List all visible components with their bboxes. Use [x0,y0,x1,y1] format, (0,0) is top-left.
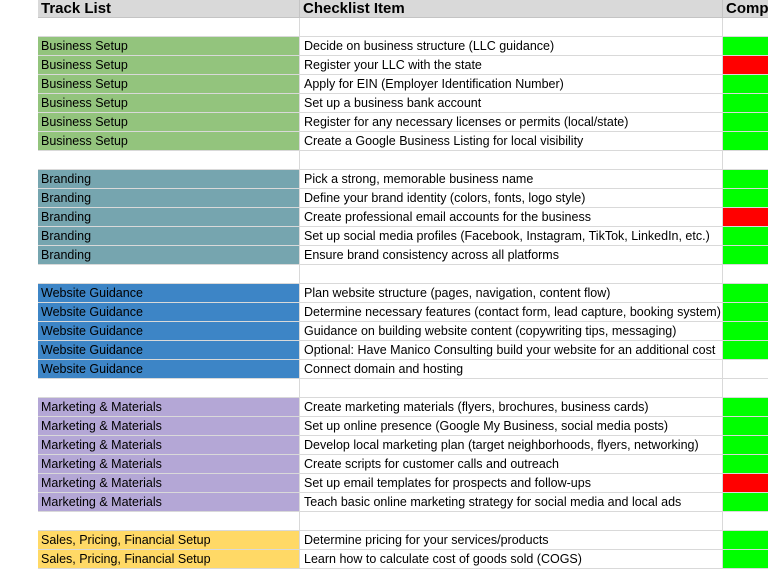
checklist-item-cell[interactable]: Plan website structure (pages, navigation, content flow) [300,284,723,303]
checklist-item-cell[interactable]: Teach basic online marketing strategy for social media and local ads [300,493,723,512]
track-cell-branding[interactable]: Branding [38,227,300,246]
checklist-item-cell[interactable]: Connect domain and hosting [300,360,723,379]
row-gutter [0,493,38,512]
table-row [0,94,768,113]
status-cell-done[interactable] [723,550,768,569]
table-row [0,417,768,436]
row-gutter [0,398,38,417]
blank-row [0,151,768,170]
track-cell-business[interactable]: Business Setup [38,37,300,56]
track-cell-marketing[interactable]: Marketing & Materials [38,417,300,436]
row-gutter [0,417,38,436]
status-cell-done[interactable] [723,284,768,303]
track-cell-business[interactable]: Business Setup [38,75,300,94]
table-row [0,322,768,341]
checklist-item-cell[interactable]: Create marketing materials (flyers, brochures, business cards) [300,398,723,417]
row-gutter [0,151,38,170]
table-row [0,550,768,569]
checklist-item-cell[interactable]: Define your brand identity (colors, fonts, logo style) [300,189,723,208]
status-cell-done[interactable] [723,455,768,474]
table-row [0,208,768,227]
table-row [0,227,768,246]
header-row [0,0,768,18]
empty-cell[interactable] [38,265,300,284]
table-row [0,360,768,379]
empty-cell[interactable] [723,18,768,37]
status-cell-done[interactable] [723,303,768,322]
track-cell-marketing[interactable]: Marketing & Materials [38,436,300,455]
row-gutter [0,531,38,550]
row-gutter [0,550,38,569]
table-row [0,436,768,455]
checklist-item-cell[interactable]: Register for any necessary licenses or permits (local/state) [300,113,723,132]
table-row [0,113,768,132]
empty-cell[interactable] [300,512,723,531]
status-cell-done[interactable] [723,436,768,455]
checklist-item-cell[interactable]: Determine necessary features (contact form, lead capture, booking system) [300,303,723,322]
empty-cell[interactable] [723,151,768,170]
status-cell-done[interactable] [723,189,768,208]
checklist-item-cell[interactable]: Optional: Have Manico Consulting build your website for an additional cost [300,341,723,360]
track-cell-marketing[interactable]: Marketing & Materials [38,455,300,474]
status-cell-done[interactable] [723,113,768,132]
table-row [0,341,768,360]
header-checklist-item[interactable]: Checklist Item [300,0,723,18]
track-cell-business[interactable]: Business Setup [38,94,300,113]
status-cell-done[interactable] [723,246,768,265]
checklist-item-cell[interactable]: Develop local marketing plan (target neighborhoods, flyers, networking) [300,436,723,455]
row-gutter [0,246,38,265]
table-row [0,75,768,94]
row-gutter [0,18,38,37]
row-gutter [0,455,38,474]
row-gutter [0,94,38,113]
checklist-item-cell[interactable]: Create professional email accounts for the business [300,208,723,227]
track-cell-branding[interactable]: Branding [38,208,300,227]
status-cell-done[interactable] [723,170,768,189]
track-cell-marketing[interactable]: Marketing & Materials [38,493,300,512]
row-gutter [0,436,38,455]
table-row [0,398,768,417]
checklist-item-cell[interactable]: Learn how to calculate cost of goods sold (COGS) [300,550,723,569]
table-row [0,474,768,493]
row-gutter [0,360,38,379]
empty-cell[interactable] [300,265,723,284]
track-cell-branding[interactable]: Branding [38,189,300,208]
table-row [0,37,768,56]
table-row [0,531,768,550]
checklist-item-cell[interactable]: Register your LLC with the state [300,56,723,75]
status-cell-not_done[interactable] [723,474,768,493]
status-cell-done[interactable] [723,322,768,341]
empty-cell[interactable] [38,512,300,531]
status-cell-done[interactable] [723,94,768,113]
checklist-item-cell[interactable]: Set up a business bank account [300,94,723,113]
row-gutter [0,284,38,303]
checklist-item-cell[interactable]: Create scripts for customer calls and outreach [300,455,723,474]
row-gutter [0,75,38,94]
track-cell-business[interactable]: Business Setup [38,132,300,151]
row-gutter [0,322,38,341]
blank-row [0,18,768,37]
status-cell-done[interactable] [723,531,768,550]
track-cell-website[interactable]: Website Guidance [38,341,300,360]
track-cell-business[interactable]: Business Setup [38,113,300,132]
empty-cell[interactable] [38,18,300,37]
status-cell-done[interactable] [723,227,768,246]
row-gutter [0,170,38,189]
table-row [0,189,768,208]
status-cell-done[interactable] [723,341,768,360]
row-gutter [0,113,38,132]
status-cell-done[interactable] [723,417,768,436]
status-cell-done[interactable] [723,37,768,56]
table-row [0,246,768,265]
table-row [0,284,768,303]
track-cell-sales[interactable]: Sales, Pricing, Financial Setup [38,550,300,569]
checklist-item-cell[interactable]: Decide on business structure (LLC guidance) [300,37,723,56]
status-cell-done[interactable] [723,493,768,512]
row-gutter [0,474,38,493]
checklist-item-cell[interactable]: Set up email templates for prospects and follow-ups [300,474,723,493]
table-row [0,56,768,75]
track-cell-business[interactable]: Business Setup [38,56,300,75]
status-cell-done[interactable] [723,398,768,417]
header-track-list[interactable]: Track List [38,0,300,18]
empty-cell[interactable] [300,18,723,37]
checklist-item-cell[interactable]: Set up social media profiles (Facebook, Instagram, TikTok, LinkedIn, etc.) [300,227,723,246]
table-row [0,455,768,474]
checklist-item-cell[interactable]: Set up online presence (Google My Business, social media posts) [300,417,723,436]
status-cell-not_done[interactable] [723,56,768,75]
table-row [0,493,768,512]
row-gutter [0,512,38,531]
track-cell-website[interactable]: Website Guidance [38,303,300,322]
track-cell-sales[interactable]: Sales, Pricing, Financial Setup [38,531,300,550]
blank-row [0,512,768,531]
row-gutter [0,189,38,208]
status-cell-none[interactable] [723,360,768,379]
row-gutter [0,0,38,18]
track-cell-website[interactable]: Website Guidance [38,360,300,379]
row-gutter [0,303,38,322]
track-cell-website[interactable]: Website Guidance [38,284,300,303]
track-cell-branding[interactable]: Branding [38,246,300,265]
table-row [0,303,768,322]
checklist-item-cell[interactable]: Determine pricing for your services/products [300,531,723,550]
empty-cell[interactable] [723,379,768,398]
empty-cell[interactable] [300,379,723,398]
header-complete[interactable]: Comp [723,0,768,18]
blank-row [0,265,768,284]
empty-cell[interactable] [723,265,768,284]
track-cell-website[interactable]: Website Guidance [38,322,300,341]
checklist-item-cell[interactable]: Guidance on building website content (copywriting tips, messaging) [300,322,723,341]
empty-cell[interactable] [723,512,768,531]
row-gutter [0,37,38,56]
track-cell-marketing[interactable]: Marketing & Materials [38,398,300,417]
row-gutter [0,56,38,75]
empty-cell[interactable] [38,379,300,398]
row-gutter [0,208,38,227]
track-cell-marketing[interactable]: Marketing & Materials [38,474,300,493]
row-gutter [0,265,38,284]
table-row [0,132,768,151]
row-gutter [0,341,38,360]
checklist-item-cell[interactable]: Create a Google Business Listing for local visibility [300,132,723,151]
row-gutter [0,132,38,151]
checklist-item-cell[interactable]: Ensure brand consistency across all platforms [300,246,723,265]
track-cell-branding[interactable]: Branding [38,170,300,189]
row-gutter [0,379,38,398]
blank-row [0,379,768,398]
row-gutter [0,227,38,246]
table-row [0,170,768,189]
empty-cell[interactable] [300,151,723,170]
checklist-item-cell[interactable]: Apply for EIN (Employer Identification Number) [300,75,723,94]
checklist-item-cell[interactable]: Pick a strong, memorable business name [300,170,723,189]
status-cell-done[interactable] [723,75,768,94]
empty-cell[interactable] [38,151,300,170]
status-cell-done[interactable] [723,132,768,151]
status-cell-not_done[interactable] [723,208,768,227]
